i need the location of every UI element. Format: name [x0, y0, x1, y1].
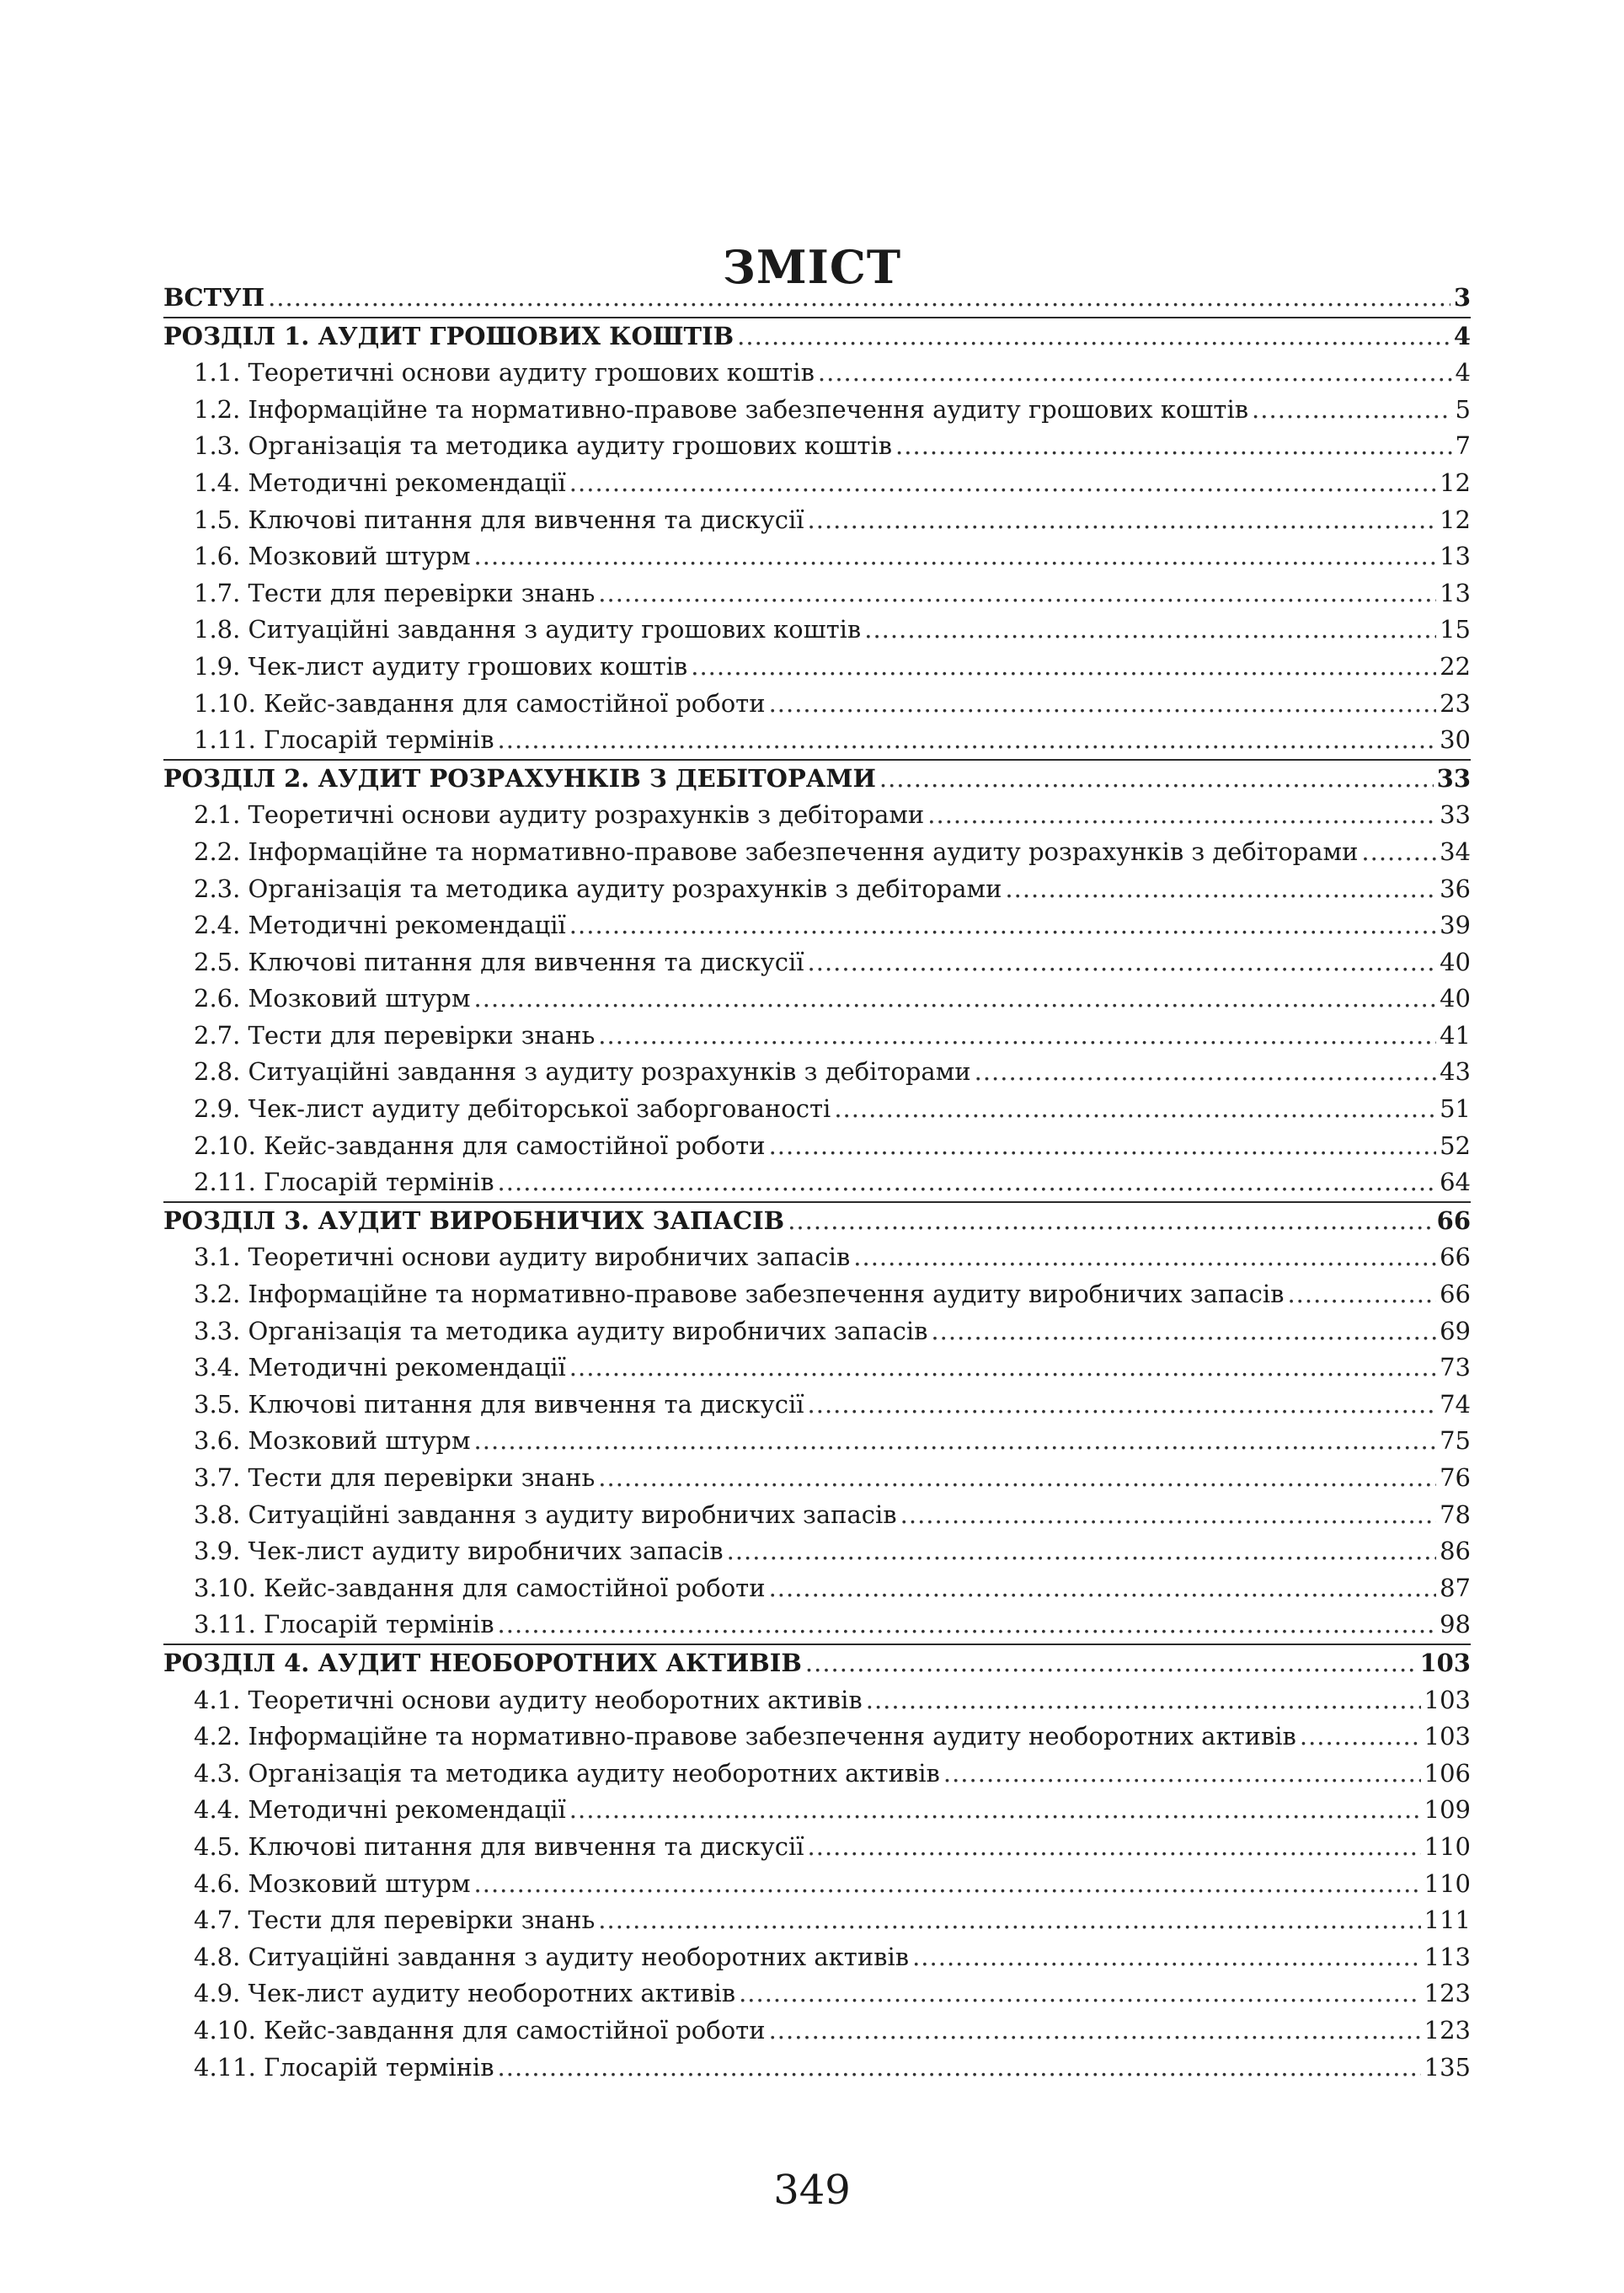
toc-leader-dots	[739, 1975, 1421, 2012]
toc-leader-dots	[1287, 1276, 1436, 1313]
toc-leader-dots	[474, 981, 1437, 1018]
toc-section-entry	[163, 871, 1471, 908]
toc-entry-title: 1.3. Організація та методика аудиту грошових коштів	[194, 431, 893, 461]
toc-section-entry	[163, 575, 1471, 612]
toc-entry-title: РОЗДІЛ 2. АУДИТ РОЗРАХУНКІВ З ДЕБІТОРАМИ	[163, 763, 876, 793]
toc-entry-title: 3.3. Організація та методика аудиту виробничих запасів	[194, 1316, 928, 1345]
toc-entry-title: 2.7. Тести для перевірки знань	[194, 1020, 596, 1050]
toc-entry-title: 1.6. Мозковий штурм	[194, 542, 471, 571]
toc-leader-dots	[769, 1128, 1437, 1165]
toc-section-entry	[163, 1276, 1471, 1313]
toc-leader-dots	[598, 1460, 1436, 1497]
toc-entry-title: 4.10. Кейс-завдання для самостійної роботи	[194, 2015, 766, 2044]
toc-entry-title: 1.7. Тести для перевірки знань	[194, 578, 596, 607]
toc-entry-page: 33	[1440, 800, 1471, 830]
toc-entry-title: 2.6. Мозковий штурм	[194, 984, 471, 1013]
toc-entry-title: 3.8. Ситуаційні завдання з аудиту виробничих запасів	[194, 1499, 897, 1529]
toc-section-entry	[163, 2050, 1471, 2087]
toc-leader-dots	[498, 722, 1437, 759]
toc-entry-page: 33	[1436, 763, 1471, 793]
toc-section-entry	[163, 1313, 1471, 1350]
toc-entry-page: 23	[1440, 688, 1471, 718]
toc-section-entry	[163, 1054, 1471, 1091]
toc-leader-dots	[900, 1497, 1436, 1534]
toc-chapter-entry	[163, 759, 1471, 798]
toc-entry-title: 2.8. Ситуаційні завдання з аудиту розрахунків з дебіторами	[194, 1057, 971, 1087]
toc-entry-page: 103	[1424, 1722, 1471, 1751]
toc-entry-title: 4.9. Чек-лист аудиту необоротних активів	[194, 1979, 736, 2008]
toc-leader-dots	[498, 1164, 1437, 1201]
toc-entry-title: ВСТУП	[163, 283, 265, 312]
toc-entry-page: 109	[1424, 1795, 1471, 1825]
toc-leader-dots	[569, 1350, 1436, 1387]
toc-entry-page: 78	[1440, 1499, 1471, 1529]
toc-entry-page: 73	[1440, 1353, 1471, 1382]
toc-section-entry	[163, 1164, 1471, 1201]
toc-entry-title: 4.6. Мозковий штурм	[194, 1868, 471, 1898]
toc-section-entry	[163, 355, 1471, 392]
toc-entry-title: 4.11. Глосарій термінів	[194, 2052, 494, 2082]
toc-section-entry	[163, 686, 1471, 723]
toc-leader-dots	[598, 575, 1436, 612]
toc-entry-page: 41	[1440, 1020, 1471, 1050]
toc-section-entry	[163, 502, 1471, 539]
toc-leader-dots	[474, 538, 1437, 575]
toc-entry-title: 1.1. Теоретичні основи аудиту грошових коштів	[194, 358, 815, 388]
toc-section-entry	[163, 1350, 1471, 1387]
toc-entry-title: 3.6. Мозковий штурм	[194, 1426, 471, 1456]
toc-entry-title: 4.3. Організація та методика аудиту необоротних активів	[194, 1758, 940, 1788]
toc-entry-page: 22	[1440, 651, 1471, 681]
toc-entry-title: РОЗДІЛ 1. АУДИТ ГРОШОВИХ КОШТІВ	[163, 321, 735, 350]
toc-entry-page: 4	[1455, 358, 1471, 388]
toc-leader-dots	[1361, 834, 1436, 871]
toc-leader-dots	[727, 1533, 1436, 1570]
toc-section-entry	[163, 1239, 1471, 1276]
toc-entry-page: 12	[1440, 505, 1471, 534]
toc-leader-dots	[805, 1645, 1417, 1682]
toc-leader-dots	[818, 355, 1452, 392]
toc-section-entry	[163, 1497, 1471, 1534]
toc-section-entry	[163, 465, 1471, 502]
toc-entry-page: 111	[1424, 1905, 1471, 1935]
toc-section-entry	[163, 1866, 1471, 1903]
toc-leader-dots	[769, 2012, 1421, 2050]
toc-entry-page: 40	[1440, 947, 1471, 976]
toc-leader-dots	[879, 761, 1434, 798]
toc-section-entry	[163, 1792, 1471, 1829]
toc-leader-dots	[1252, 392, 1452, 429]
toc-entry-page: 87	[1440, 1573, 1471, 1602]
toc-entry-title: 4.8. Ситуаційні завдання з аудиту необоротних активів	[194, 1942, 910, 1971]
toc-entry-page: 113	[1424, 1942, 1471, 1971]
toc-entry-title: 1.5. Ключові питання для вивчення та дискусії	[194, 505, 804, 534]
toc-leader-dots	[569, 907, 1436, 944]
toc-section-entry	[163, 1756, 1471, 1793]
toc-leader-dots	[498, 2050, 1421, 2087]
toc-leader-dots	[474, 1866, 1421, 1903]
toc-section-entry	[163, 1718, 1471, 1756]
toc-entry-page: 103	[1419, 1648, 1471, 1677]
toc-section-entry	[163, 649, 1471, 686]
toc-entry-title: 3.1. Теоретичні основи аудиту виробничих запасів	[194, 1243, 851, 1272]
toc-leader-dots	[769, 1570, 1437, 1607]
toc-leader-dots	[1300, 1718, 1421, 1756]
toc-entry-title: 2.1. Теоретичні основи аудиту розрахунків з дебіторами	[194, 800, 925, 830]
toc-leader-dots	[691, 649, 1436, 686]
toc-leader-dots	[808, 944, 1437, 981]
toc-entry-page: 7	[1455, 431, 1471, 461]
toc-entry-page: 13	[1440, 578, 1471, 607]
table-of-contents	[163, 280, 1471, 2086]
toc-entry-title: РОЗДІЛ 4. АУДИТ НЕОБОРОТНИХ АКТИВІВ	[163, 1648, 802, 1677]
toc-entry-title: 1.2. Інформаційне та нормативно-правове забезпечення аудиту грошових коштів	[194, 394, 1249, 424]
page-title: ЗМІСТ	[722, 240, 902, 295]
toc-entry-title: 4.5. Ключові питання для вивчення та дискусії	[194, 1831, 804, 1861]
toc-entry-title: 1.9. Чек-лист аудиту грошових коштів	[194, 651, 688, 681]
toc-entry-title: 2.9. Чек-лист аудиту дебіторської заборгованості	[194, 1094, 831, 1124]
toc-section-entry	[163, 1423, 1471, 1460]
toc-entry-page: 86	[1440, 1537, 1471, 1566]
toc-leader-dots	[912, 1939, 1421, 1976]
toc-entry-page: 76	[1440, 1463, 1471, 1492]
toc-entry-page: 30	[1440, 725, 1471, 755]
toc-entry-page: 110	[1424, 1868, 1471, 1898]
toc-section-entry	[163, 1128, 1471, 1165]
toc-entry-title: 1.4. Методичні рекомендації	[194, 468, 566, 497]
toc-entry-title: 3.4. Методичні рекомендації	[194, 1353, 566, 1382]
toc-entry-title: РОЗДІЛ 3. АУДИТ ВИРОБНИЧИХ ЗАПАСІВ	[163, 1205, 785, 1235]
toc-leader-dots	[1005, 871, 1436, 908]
toc-chapter-entry	[163, 317, 1471, 355]
toc-section-entry	[163, 944, 1471, 981]
toc-leader-dots	[808, 502, 1437, 539]
toc-section-entry	[163, 428, 1471, 465]
toc-entry-title: 4.2. Інформаційне та нормативно-правове забезпечення аудиту необоротних активів	[194, 1722, 1296, 1751]
toc-leader-dots	[866, 1682, 1421, 1719]
toc-entry-title: 4.1. Теоретичні основи аудиту необоротних активів	[194, 1685, 863, 1714]
toc-entry-page: 39	[1440, 911, 1471, 940]
toc-entry-page: 3	[1453, 283, 1471, 312]
toc-leader-dots	[895, 428, 1452, 465]
toc-entry-title: 2.11. Глосарій термінів	[194, 1168, 494, 1197]
toc-entry-page: 98	[1440, 1610, 1471, 1639]
toc-leader-dots	[598, 1902, 1420, 1939]
toc-entry-page: 52	[1440, 1130, 1471, 1160]
toc-section-entry	[163, 1018, 1471, 1055]
toc-entry-page: 66	[1436, 1205, 1471, 1235]
toc-entry-title: 1.10. Кейс-завдання для самостійної роботи	[194, 688, 766, 718]
toc-entry-page: 135	[1424, 2052, 1471, 2082]
toc-section-entry	[163, 1606, 1471, 1644]
toc-leader-dots	[853, 1239, 1436, 1276]
toc-entry-title: 3.10. Кейс-завдання для самостійної роботи	[194, 1573, 766, 1602]
toc-section-entry	[163, 797, 1471, 834]
toc-leader-dots	[569, 465, 1436, 502]
toc-chapter-entry	[163, 1201, 1471, 1240]
toc-leader-dots	[474, 1423, 1437, 1460]
toc-leader-dots	[598, 1018, 1436, 1055]
toc-entry-page: 51	[1440, 1094, 1471, 1124]
toc-entry-title: 3.7. Тести для перевірки знань	[194, 1463, 596, 1492]
toc-section-entry	[163, 907, 1471, 944]
toc-entry-page: 15	[1440, 615, 1471, 644]
toc-entry-page: 110	[1424, 1831, 1471, 1861]
toc-entry-page: 13	[1440, 542, 1471, 571]
toc-entry-title: 3.11. Глосарій термінів	[194, 1610, 494, 1639]
toc-chapter-entry	[163, 1644, 1471, 1682]
toc-section-entry	[163, 1570, 1471, 1607]
toc-leader-dots	[737, 318, 1450, 355]
toc-leader-dots	[927, 797, 1436, 834]
toc-entry-page: 40	[1440, 984, 1471, 1013]
toc-section-entry	[163, 1902, 1471, 1939]
toc-chapter-entry	[163, 280, 1471, 317]
toc-entry-title: 3.5. Ключові питання для вивчення та дискусії	[194, 1389, 804, 1419]
toc-entry-title: 2.5. Ключові питання для вивчення та дискусії	[194, 947, 804, 976]
toc-leader-dots	[864, 612, 1436, 649]
toc-section-entry	[163, 1533, 1471, 1570]
toc-entry-page: 66	[1440, 1280, 1471, 1309]
toc-section-entry	[163, 538, 1471, 575]
toc-leader-dots	[975, 1054, 1436, 1091]
toc-leader-dots	[931, 1313, 1436, 1350]
toc-entry-title: 1.8. Ситуаційні завдання з аудиту грошових коштів	[194, 615, 862, 644]
toc-section-entry	[163, 392, 1471, 429]
toc-entry-title: 4.7. Тести для перевірки знань	[194, 1905, 596, 1935]
toc-section-entry	[163, 1939, 1471, 1976]
toc-leader-dots	[834, 1091, 1436, 1128]
toc-entry-title: 2.10. Кейс-завдання для самостійної роботи	[194, 1130, 766, 1160]
toc-entry-page: 64	[1440, 1168, 1471, 1197]
toc-entry-title: 2.2. Інформаційне та нормативно-правове забезпечення аудиту розрахунків з дебіторами	[194, 836, 1359, 866]
toc-entry-page: 43	[1440, 1057, 1471, 1087]
toc-entry-page: 103	[1424, 1685, 1471, 1714]
toc-entry-title: 3.9. Чек-лист аудиту виробничих запасів	[194, 1537, 724, 1566]
toc-leader-dots	[808, 1829, 1421, 1866]
toc-section-entry	[163, 1829, 1471, 1866]
toc-section-entry	[163, 1682, 1471, 1719]
toc-leader-dots	[943, 1756, 1421, 1793]
toc-section-entry	[163, 722, 1471, 759]
toc-entry-title: 3.2. Інформаційне та нормативно-правове забезпечення аудиту виробничих запасів	[194, 1280, 1285, 1309]
toc-entry-page: 123	[1424, 2015, 1471, 2044]
toc-leader-dots	[769, 686, 1437, 723]
toc-entry-title: 4.4. Методичні рекомендації	[194, 1795, 566, 1825]
toc-section-entry	[163, 1460, 1471, 1497]
toc-entry-page: 106	[1424, 1758, 1471, 1788]
toc-section-entry	[163, 1975, 1471, 2012]
toc-entry-title: 2.3. Організація та методика аудиту розрахунків з дебіторами	[194, 874, 1002, 903]
toc-section-entry	[163, 1387, 1471, 1424]
toc-entry-page: 69	[1440, 1316, 1471, 1345]
toc-section-entry	[163, 2012, 1471, 2050]
toc-entry-page: 34	[1440, 836, 1471, 866]
toc-entry-title: 1.11. Глосарій термінів	[194, 725, 494, 755]
toc-entry-page: 123	[1424, 1979, 1471, 2008]
toc-section-entry	[163, 1091, 1471, 1128]
toc-entry-page: 75	[1440, 1426, 1471, 1456]
toc-entry-page: 66	[1440, 1243, 1471, 1272]
toc-leader-dots	[788, 1203, 1433, 1240]
toc-leader-dots	[808, 1387, 1437, 1424]
toc-entry-page: 4	[1453, 321, 1471, 350]
page-number: 349	[773, 2167, 851, 2214]
toc-entry-page: 74	[1440, 1389, 1471, 1419]
toc-section-entry	[163, 612, 1471, 649]
toc-section-entry	[163, 981, 1471, 1018]
toc-entry-title: 2.4. Методичні рекомендації	[194, 911, 566, 940]
toc-leader-dots	[498, 1606, 1437, 1644]
toc-section-entry	[163, 834, 1471, 871]
toc-entry-page: 5	[1455, 394, 1471, 424]
toc-leader-dots	[268, 280, 1450, 317]
toc-entry-page: 36	[1440, 874, 1471, 903]
toc-entry-page: 12	[1440, 468, 1471, 497]
toc-leader-dots	[569, 1792, 1421, 1829]
